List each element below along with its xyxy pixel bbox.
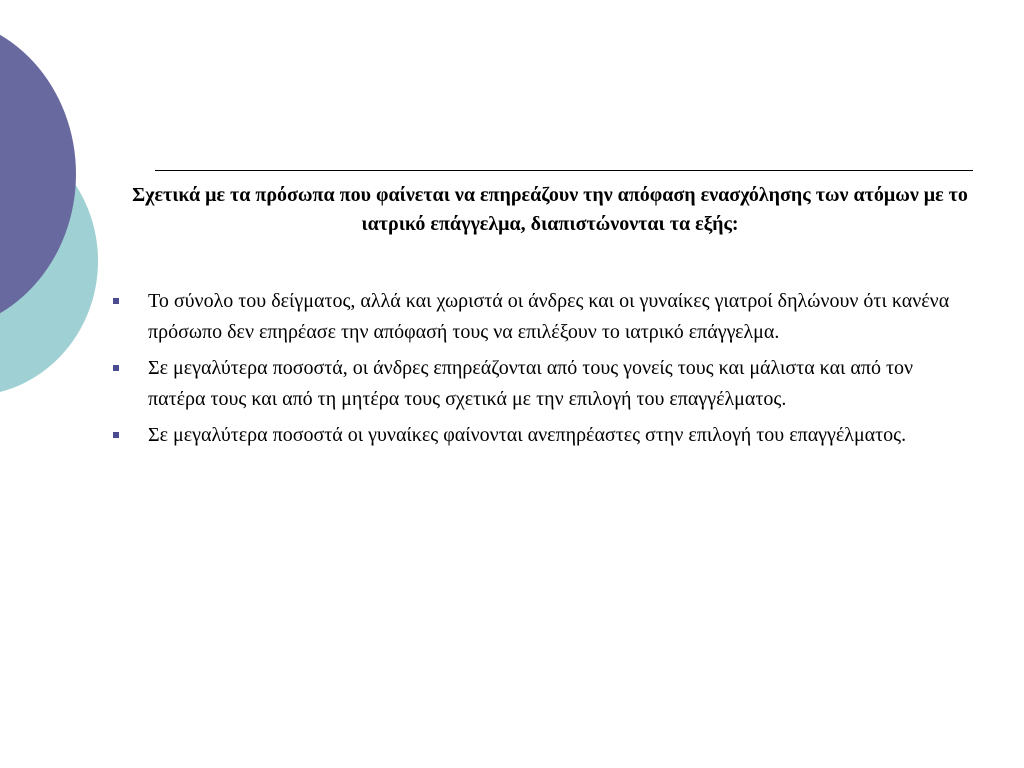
slide-heading: Σχετικά με τα πρόσωπα που φαίνεται να επηρεάζουν την απόφαση ενασχόλησης των ατόμων με το ιατρικό επάγγελμα, διαπιστώνονται τα εξής: [132,184,968,235]
bullet-text: Σε μεγαλύτερα ποσοστά οι γυναίκες φαίνονται ανεπηρέαστες στην επιλογή του επαγγέλματος. [148,424,907,446]
square-bullet-icon [113,432,119,438]
bullet-item [110,286,960,348]
bullet-text: Το σύνολο του δείγματος, αλλά και χωριστά οι άνδρες και οι γυναίκες γιατροί δηλώνουν ότι κανένα πρόσωπο δεν επηρέασε την απόφασή τους να επιλέξουν το ιατρικό επάγγελμα. [148,290,950,343]
bullet-list [110,286,960,456]
bullet-item [110,420,960,451]
title-divider-line [155,170,973,171]
bullet-text: Σε μεγαλύτερα ποσοστά, οι άνδρες επηρεάζονται από τους γονείς τους και μάλιστα και από τον πατέρα τους και από τη μητέρα τους σχετικά με την επιλογή του επαγγέλματος. [148,357,914,410]
bullet-item [110,353,960,415]
square-bullet-icon [113,365,119,371]
square-bullet-icon [113,298,119,304]
